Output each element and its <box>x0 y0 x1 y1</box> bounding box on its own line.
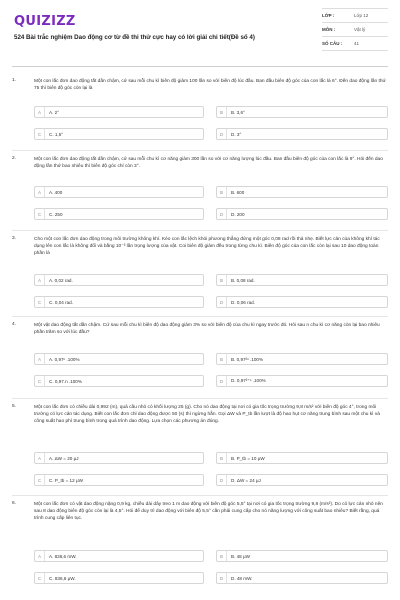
option-letter: A <box>35 551 45 561</box>
option-d[interactable] <box>216 296 388 308</box>
option-b[interactable] <box>216 452 388 464</box>
option-letter: B <box>217 275 227 285</box>
question-number: 4. <box>12 322 17 327</box>
option-letter: A <box>35 275 45 285</box>
option-text: D. 3° <box>231 131 242 137</box>
question-number: 5. <box>12 404 17 409</box>
option-a[interactable] <box>34 106 204 118</box>
question-divider <box>12 230 388 231</box>
option-letter: B <box>217 453 227 463</box>
option-text: C. 0,04 rad. <box>49 299 74 305</box>
option-a[interactable] <box>34 274 204 286</box>
option-letter: C <box>35 376 45 386</box>
meta-row-subject <box>322 23 388 37</box>
option-a[interactable] <box>34 186 204 198</box>
option-letter: D <box>217 573 227 583</box>
option-text: C. 250 <box>49 211 63 217</box>
option-c[interactable] <box>34 296 204 308</box>
option-a[interactable] <box>34 353 204 365</box>
meta-key: SỐ CÂU : <box>322 41 343 46</box>
meta-value: Lớp 12 <box>354 13 369 18</box>
option-d[interactable] <box>216 572 388 584</box>
option-text: D. 200 <box>231 211 245 217</box>
question-divider <box>12 316 388 317</box>
question-text: Một con lắc đơn có chiều dài 0,992 (m), quả cầu nhỏ có khối lượng 25 (g). Cho nó dao động tại nơi có gia tốc trọng trường 9,8 m/s² với biên độ góc 4°, trong môi trường có lực cản tác dụng. Biết con lắc đơn chỉ dao động được 50 (s) thì ngừng hẳn. Gọi ΔW và P_tb lần lượt là độ hao hụt cơ năng trung bình sau một chu kì và công suất hao phí trung bình trong quá trình dao động. Lựa chọn các phương án đúng. <box>34 405 380 425</box>
option-text: C. P_tb = 12 μW <box>49 477 83 483</box>
option-c[interactable] <box>34 375 204 387</box>
option-text: D. 48 mW. <box>231 575 253 581</box>
option-a[interactable] <box>34 550 204 562</box>
option-b[interactable] <box>216 274 388 286</box>
option-letter: D <box>217 376 227 386</box>
question-divider <box>12 398 388 399</box>
question-divider <box>12 495 388 496</box>
meta-key: MÔN : <box>322 27 336 32</box>
question-5 <box>12 404 388 496</box>
option-text: B. 48 μW <box>231 553 250 559</box>
option-text: A. 400 <box>49 189 63 195</box>
option-text: D. 0,97²⁺ⁿ .100% <box>231 378 266 383</box>
option-d[interactable] <box>216 128 388 140</box>
question-text: Một vật dao động tắt dần chậm. Cứ sau mỗi chu kì biên độ dao động giảm 3% so với biên độ của chu kì ngay trước đó. Hỏi sau n chu kì cơ năng còn lại bao nhiêu phần trăm so với lúc đầu? <box>34 323 380 336</box>
question-number: 2. <box>12 156 17 161</box>
option-b[interactable] <box>216 106 388 118</box>
option-letter: C <box>35 129 45 139</box>
option-c[interactable] <box>34 572 204 584</box>
option-letter: C <box>35 297 45 307</box>
option-d[interactable] <box>216 474 388 486</box>
option-text: D. ΔW = 24 μJ <box>231 477 261 483</box>
document-title: 524 Bài trắc nghiệm Dao động cơ từ đề thi thử cực hay có lời giải chi tiết(Đề số 4) <box>14 34 255 41</box>
question-number: 6. <box>12 501 17 506</box>
option-text: A. 836,6 mW. <box>49 553 77 559</box>
option-b[interactable] <box>216 353 388 365</box>
option-text: B. P_tb = 10 μW <box>231 455 265 461</box>
question-3 <box>12 236 388 322</box>
question-6 <box>12 501 388 593</box>
option-letter: C <box>35 209 45 219</box>
question-number: 3. <box>12 236 17 241</box>
option-letter: D <box>217 297 227 307</box>
option-letter: B <box>217 107 227 117</box>
quizizz-logo: QUIZIZZ <box>14 14 76 29</box>
option-b[interactable] <box>216 550 388 562</box>
header-divider <box>12 66 388 67</box>
question-2 <box>12 156 388 222</box>
meta-row-question-count <box>322 37 388 51</box>
meta-value: 41 <box>354 41 360 46</box>
option-letter: B <box>217 354 227 364</box>
option-letter: D <box>217 475 227 485</box>
question-4 <box>12 322 388 392</box>
option-text: B. 0,08 rad. <box>231 277 255 283</box>
option-letter: C <box>35 573 45 583</box>
option-letter: D <box>217 209 227 219</box>
option-letter: B <box>217 551 227 561</box>
option-a[interactable] <box>34 452 204 464</box>
option-c[interactable] <box>34 128 204 140</box>
option-c[interactable] <box>34 474 204 486</box>
question-text: Một con lắc đơn dao động tắt dần chậm, cứ sau mỗi chu kì biên độ giảm 100 lần so với biên độ lúc đầu. Ban đầu biên độ góc của con lắc là 6°. Đến dao động lần thứ 75 thì biên độ góc còn lại là <box>34 79 386 92</box>
option-letter: D <box>217 129 227 139</box>
meta-key: LỚP : <box>322 13 335 18</box>
option-text: B. 0,97²ⁿ .100% <box>231 356 264 362</box>
meta-value: Vật lý <box>354 27 366 32</box>
option-text: C. 1,5° <box>49 131 64 137</box>
question-text: Một con lắc đơn dao động tắt dần chậm, cứ sau mỗi chu kì cơ năng giảm 300 lần so với cơ năng lượng lúc đầu. Ban đầu biên độ góc của con lắc là 9°. Hỏi đến dao động lần thứ bao nhiêu thì biên độ góc chỉ còn 3°. <box>34 157 383 170</box>
question-number: 1. <box>12 78 17 83</box>
option-d[interactable] <box>216 375 388 387</box>
option-letter: B <box>217 187 227 197</box>
question-text: Cho một con lắc đơn dao động trong môi trường không khí. Kéo con lắc lệch khỏi phương thẳng đứng một góc 0,08 rad rồi thả nhẹ. Biết lực cản của không khí tác dụng lên con lắc là không đổi và bằng 10⁻³ lần trọng lượng của vật. Coi biên độ giảm đều trong từng chu kì. Biên độ góc của con lắc còn lại sau 10 dao động toàn phần là <box>34 237 380 257</box>
option-text: C. 836,6 μW. <box>49 575 76 581</box>
option-text: B. 600 <box>231 189 245 195</box>
option-text: B. 3,6° <box>231 109 245 115</box>
option-text: D. 0,06 rad. <box>231 299 256 305</box>
question-text: Một con lắc đơn có vật dao động nặng 0,9 kg, chiều dài dây treo 1 m dao động với biên độ góc 5,5° tại nơi có gia tốc trọng trường 9,8 (m/s²). Do có lực cản nhỏ nên sau 8 dao động biên độ góc còn lại là 4,5°. Hỏi để duy trì dao động với biên độ 5,5° cần phải cung cấp cho nó năng lượng với công suất bao nhiêu? Biết rằng, quá trình cung cấp liên tục. <box>34 502 383 522</box>
option-letter: A <box>35 107 45 117</box>
meta-row-class <box>322 9 388 23</box>
option-letter: C <box>35 475 45 485</box>
option-text: A. 0,97ⁿ .100% <box>49 356 80 362</box>
option-c[interactable] <box>34 208 204 220</box>
option-text: A. ΔW = 20 μJ <box>49 455 79 461</box>
option-letter: A <box>35 354 45 364</box>
option-text: A. 2° <box>49 109 60 115</box>
question-1 <box>12 78 388 144</box>
question-divider <box>12 150 388 151</box>
option-d[interactable] <box>216 208 388 220</box>
option-b[interactable] <box>216 186 388 198</box>
option-text: C. 0,97.n .100% <box>49 378 82 384</box>
meta-table <box>322 8 388 51</box>
option-letter: A <box>35 453 45 463</box>
option-text: A. 0,02 rad. <box>49 277 73 283</box>
option-letter: A <box>35 187 45 197</box>
